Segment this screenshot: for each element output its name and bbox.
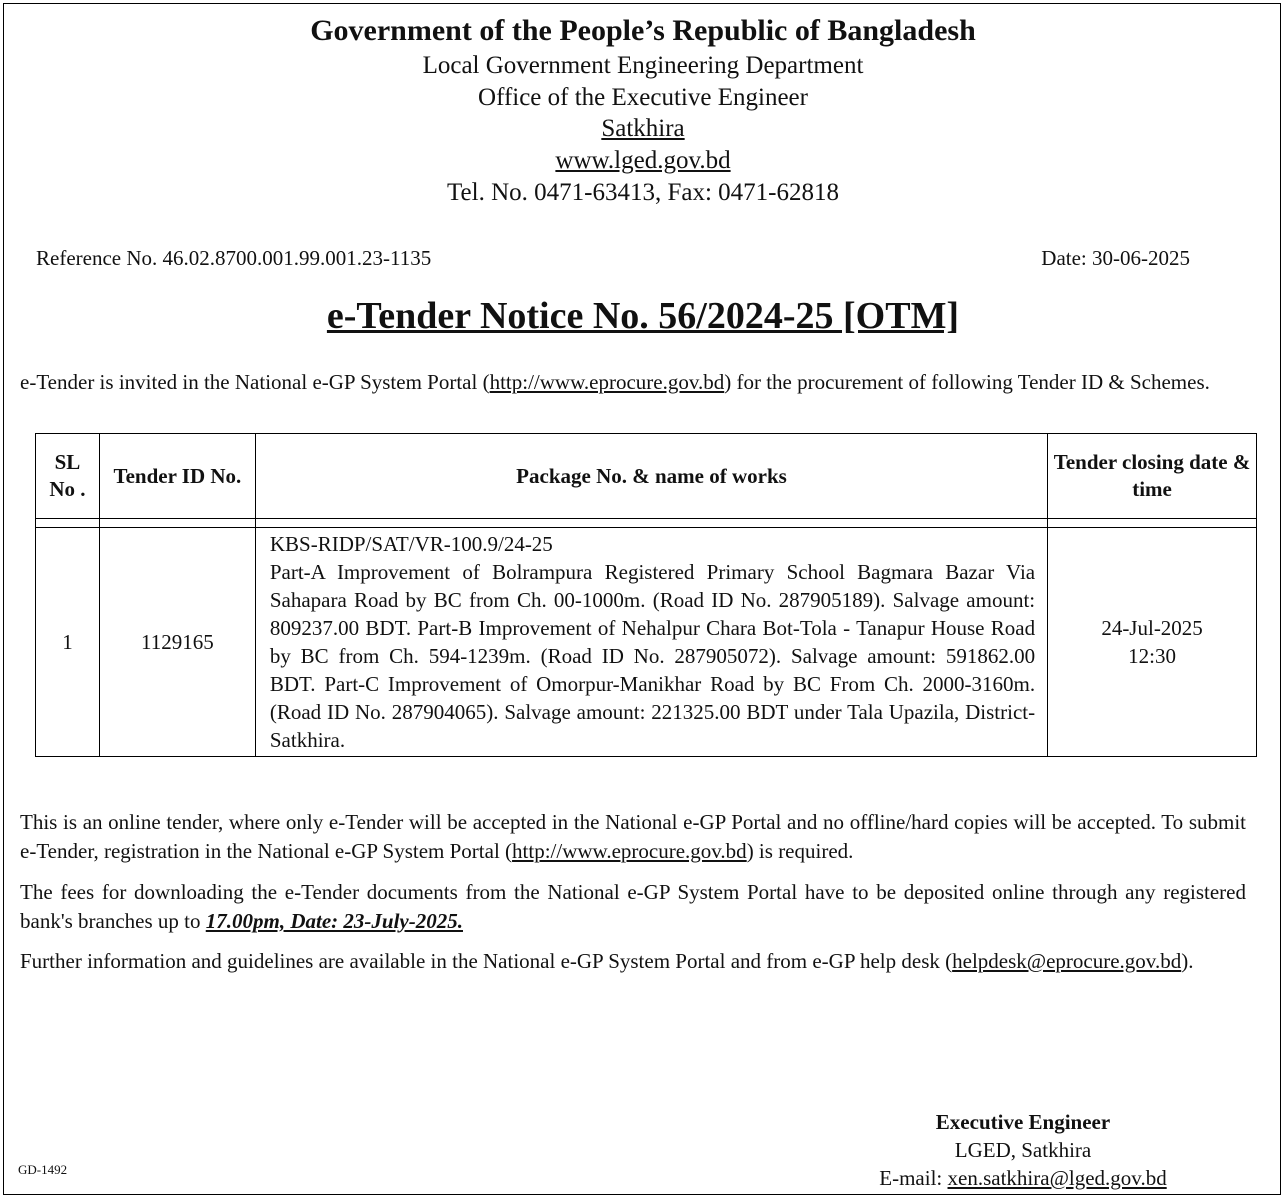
eprocure-link[interactable]: http://www.eprocure.gov.bd xyxy=(489,370,725,394)
cell-sl: 1 xyxy=(36,528,100,757)
online-tender-paragraph xyxy=(20,808,1246,866)
para3-text: Further information and guidelines are available in the National e-GP System Portal and from e-GP help desk ( xyxy=(20,949,953,973)
contact-line: Tel. No. 0471-63413, Fax: 0471-62818 xyxy=(447,179,839,206)
cell-tender-id: 1129165 xyxy=(99,528,255,757)
signatory-email-line xyxy=(860,1164,1186,1192)
department-name: Local Government Engineering Department xyxy=(422,52,864,79)
table-spacer-row xyxy=(36,519,1257,528)
table-header-row xyxy=(36,434,1257,519)
tender-table xyxy=(35,433,1257,757)
header-tender-id: Tender ID No. xyxy=(99,434,255,519)
helpdesk-paragraph xyxy=(20,947,1246,976)
signatory-email[interactable]: xen.satkhira@lged.gov.bd xyxy=(947,1166,1167,1190)
header-package: Package No. & name of works xyxy=(255,434,1047,519)
works-description: Part-A Improvement of Bolrampura Registered Primary School Bagmara Bazar Via Sahapara Road by BC from Ch. 00-1000m. (Road ID No. 287905189). Salvage amount: 809237.00 BDT. Part-B Improvement of Nehalpur Chara Bot-Tola - Tanapur House Road by BC from Ch. 594-1239m. (Road ID No. 287905072). Salvage amount: 591862.00 BDT. Part-C Improvement of Omorpur-Manikhar Road by BC From Ch. 2000-3160m. (Road ID No. 287904065). Salvage amount: 221325.00 BDT under Tala Upazila, District-Satkhira. xyxy=(269,560,1036,752)
office-name: Office of the Executive Engineer xyxy=(478,84,808,111)
header-sl: SL No . xyxy=(36,434,100,519)
notice-title-text: e-Tender Notice No. 56/2024-25 [OTM] xyxy=(326,295,960,337)
notice-date: Date: 30-06-2025 xyxy=(1041,246,1190,270)
package-number: KBS-RIDP/SAT/VR-100.9/24-25 xyxy=(269,532,553,556)
closing-time: 12:30 xyxy=(1128,644,1176,668)
closing-date: 24-Jul-2025 xyxy=(1101,616,1203,640)
notice-title xyxy=(0,294,1286,338)
eprocure-link-2[interactable]: http://www.eprocure.gov.bd xyxy=(512,839,747,863)
email-label: E-mail: xyxy=(879,1166,948,1190)
intro-text: e-Tender is invited in the National e-GP System Portal ( xyxy=(20,370,490,394)
header-closing: Tender closing date & time xyxy=(1048,434,1257,519)
intro-text-end: ) for the procurement of following Tender ID & Schemes. xyxy=(724,370,1210,394)
intro-paragraph xyxy=(20,368,1246,397)
fee-deadline: 17.00pm, Date: 23-July-2025. xyxy=(205,909,463,933)
website-line xyxy=(0,147,1286,175)
website-link[interactable]: www.lged.gov.bd xyxy=(555,147,731,174)
reference-number: Reference No. 46.02.8700.001.99.001.23-1135 xyxy=(36,246,432,270)
government-heading: Government of the People’s Republic of Bangladesh xyxy=(310,14,976,47)
table-row xyxy=(36,528,1257,757)
fees-paragraph xyxy=(20,878,1246,936)
signatory-office: LGED, Satkhira xyxy=(954,1138,1092,1162)
helpdesk-email[interactable]: helpdesk@eprocure.gov.bd xyxy=(952,949,1182,973)
cell-closing xyxy=(1048,528,1257,757)
para1-text-end: ) is required. xyxy=(746,839,854,863)
para2-text: The fees for downloading the e-Tender documents from the National e-GP System Portal have to be deposited online through any registered bank's branches up to xyxy=(20,880,1246,933)
para1-text: This is an online tender, where only e-Tender will be accepted in the National e-GP Portal and no offline/hard copies will be accepted. To submit e-Tender, registration in the National e-GP System Portal ( xyxy=(20,810,1246,863)
para3-text-end: ). xyxy=(1181,949,1194,973)
cell-package xyxy=(255,528,1047,757)
gd-code: GD-1492 xyxy=(18,1162,68,1177)
district-text: Satkhira xyxy=(601,115,685,142)
district-name xyxy=(0,115,1286,143)
signatory-title: Executive Engineer xyxy=(935,1110,1111,1134)
